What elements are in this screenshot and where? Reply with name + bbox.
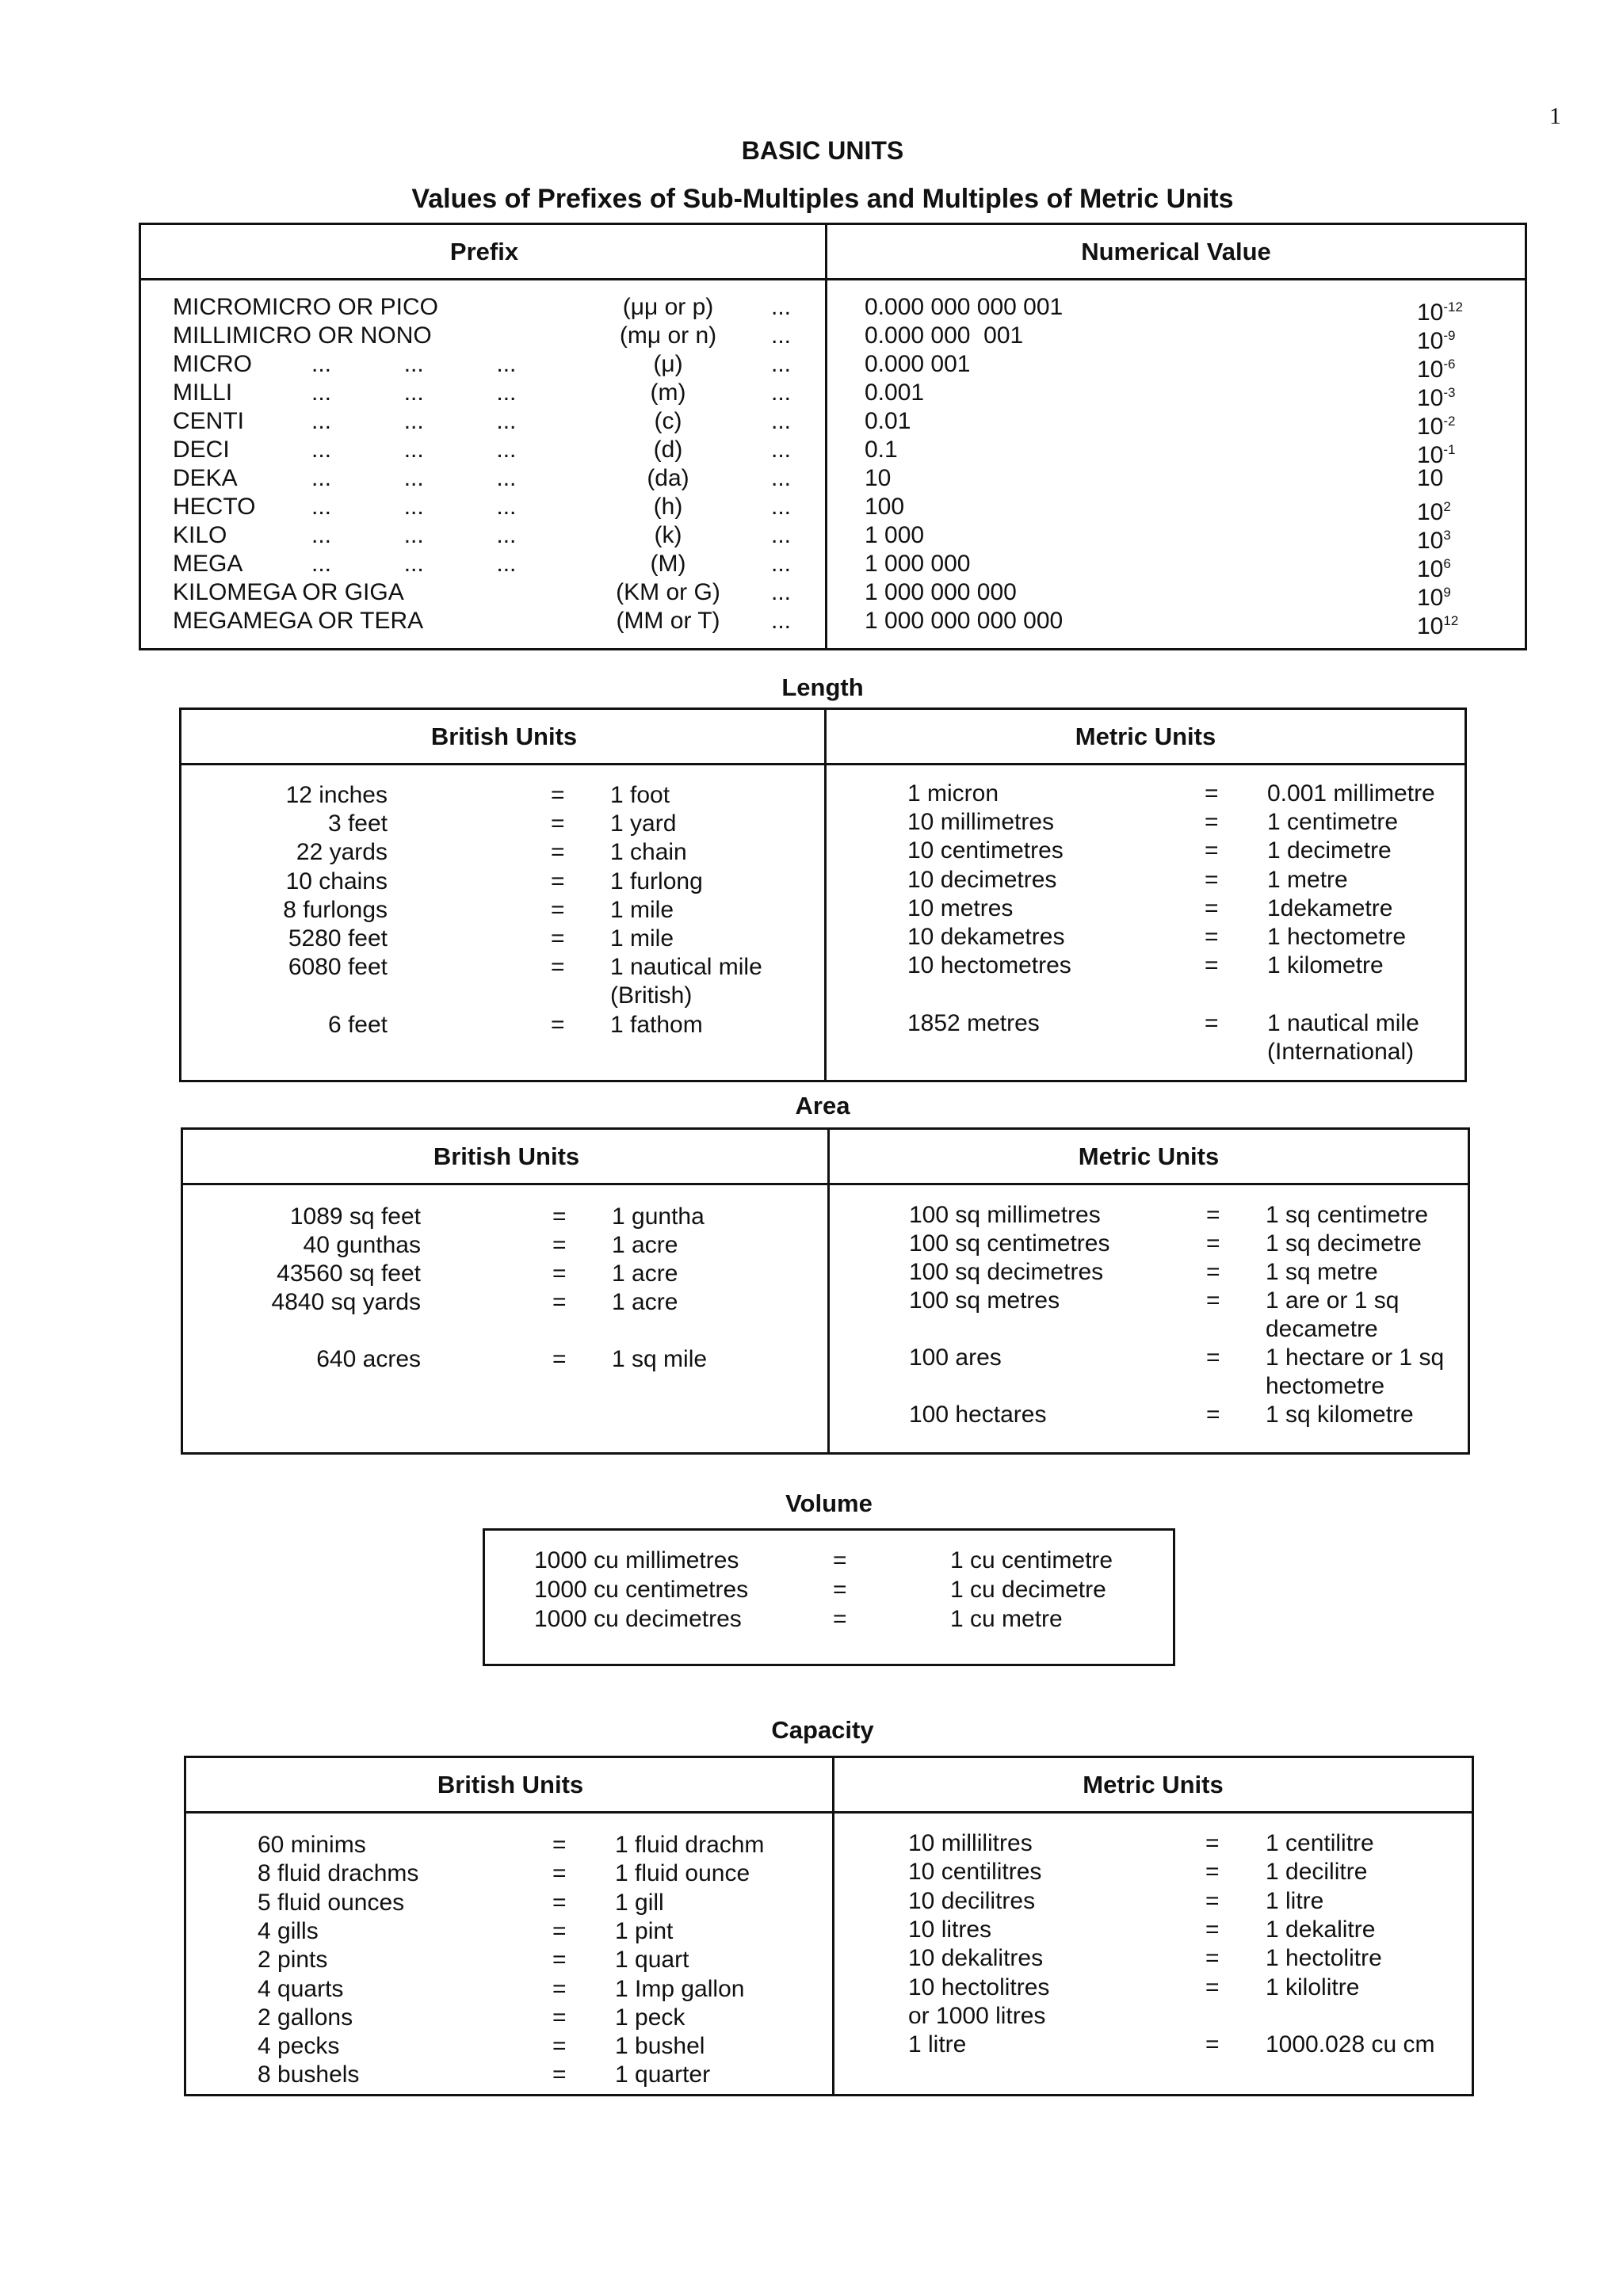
decimal-value: 0.000 000 000 001 bbox=[865, 294, 1064, 320]
unit-quantity: 100 ares bbox=[909, 1344, 1002, 1371]
unit-quantity: 4 gills bbox=[258, 1917, 319, 1944]
unit-quantity: 10 metres bbox=[907, 894, 1014, 921]
unit-quantity: 4840 sq yards bbox=[271, 1289, 421, 1315]
unit-quantity: 8 fluid drachms bbox=[258, 1860, 419, 1887]
column-divider bbox=[825, 225, 827, 648]
equals-sign: = bbox=[551, 868, 565, 894]
equals-sign: = bbox=[552, 2061, 567, 2088]
unit-quantity: 4 pecks bbox=[258, 2033, 340, 2060]
equals-sign: = bbox=[1205, 780, 1219, 807]
equals-sign: = bbox=[833, 1547, 847, 1573]
unit-quantity: or 1000 litres bbox=[908, 2002, 1046, 2029]
unit-equivalent: 1 are or 1 sq bbox=[1266, 1287, 1400, 1314]
leader-dots: ... ... ... bbox=[311, 465, 517, 491]
unit-equivalent: 1 quart bbox=[615, 1947, 689, 1974]
equals-sign: = bbox=[833, 1577, 847, 1603]
equals-sign: = bbox=[551, 1011, 565, 1038]
equals-sign: = bbox=[552, 1889, 567, 1916]
leader-dots: ... bbox=[771, 379, 792, 406]
unit-equivalent: 1 cu decimetre bbox=[950, 1577, 1106, 1603]
unit-equivalent: 1 Imp gallon bbox=[615, 1975, 745, 2002]
unit-quantity: 10 millilitres bbox=[908, 1830, 1033, 1856]
capacity-british-header: British Units bbox=[186, 1758, 834, 1814]
equals-sign: = bbox=[1205, 837, 1219, 864]
capacity-table bbox=[184, 1756, 1474, 2096]
page-title: BASIC UNITS bbox=[741, 136, 904, 165]
equals-sign: = bbox=[552, 1832, 567, 1858]
unit-equivalent: 1 cu centimetre bbox=[950, 1547, 1113, 1573]
unit-equivalent: 1 acre bbox=[612, 1261, 678, 1287]
leader-dots: ... bbox=[771, 437, 792, 463]
leader-dots: ... bbox=[771, 465, 792, 491]
decimal-value: 0.1 bbox=[865, 437, 898, 463]
unit-equivalent: 1 peck bbox=[615, 2004, 685, 2031]
prefix-name: MEGA bbox=[173, 551, 243, 577]
power-of-ten bbox=[1417, 464, 1443, 493]
decimal-value: 1 000 000 bbox=[865, 551, 971, 577]
equals-sign: = bbox=[552, 1947, 567, 1974]
unit-quantity: 10 chains bbox=[285, 868, 388, 894]
unit-quantity: 10 dekalitres bbox=[908, 1945, 1044, 1972]
area-table bbox=[181, 1127, 1470, 1455]
equals-sign: = bbox=[1205, 1887, 1220, 1914]
unit-quantity: 40 gunthas bbox=[303, 1232, 421, 1258]
unit-equivalent: 1 fluid drachm bbox=[615, 1832, 765, 1858]
unit-equivalent: 1 gill bbox=[615, 1889, 664, 1916]
prefix-symbol: (M) bbox=[650, 551, 686, 577]
power-exponent: -3 bbox=[1443, 385, 1456, 400]
equals-sign: = bbox=[552, 1917, 567, 1944]
prefix-symbol: (MM or T) bbox=[616, 608, 720, 634]
prefix-symbol: (d) bbox=[653, 437, 683, 463]
area-metric-header: Metric Units bbox=[830, 1130, 1468, 1185]
unit-quantity: 60 minims bbox=[258, 1832, 366, 1858]
prefix-symbol: (μ) bbox=[653, 351, 683, 377]
unit-quantity: 100 sq decimetres bbox=[909, 1259, 1104, 1285]
unit-quantity: 100 sq metres bbox=[909, 1287, 1060, 1314]
unit-equivalent: 1 decilitre bbox=[1266, 1859, 1368, 1886]
unit-equivalent: 1 acre bbox=[612, 1289, 678, 1315]
decimal-value: 10 bbox=[865, 465, 892, 491]
area-title: Area bbox=[795, 1092, 850, 1119]
power-base: 10 bbox=[1417, 528, 1444, 554]
unit-quantity: 100 sq millimetres bbox=[909, 1202, 1101, 1228]
unit-equivalent: 1 acre bbox=[612, 1232, 678, 1258]
prefix-header: Prefix bbox=[141, 225, 827, 280]
unit-equivalent: 1 decimetre bbox=[1267, 837, 1392, 864]
equals-sign: = bbox=[551, 925, 565, 952]
unit-quantity: 5 fluid ounces bbox=[258, 1889, 405, 1916]
prefix-name: HECTO bbox=[173, 494, 256, 520]
unit-equivalent: 1 sq mile bbox=[612, 1346, 708, 1372]
power-base: 10 bbox=[1417, 585, 1444, 611]
unit-equivalent: 1 sq metre bbox=[1266, 1259, 1378, 1285]
prefix-name: DECI bbox=[173, 437, 230, 463]
unit-quantity: 10 litres bbox=[908, 1916, 992, 1943]
length-metric-header: Metric Units bbox=[827, 710, 1465, 765]
unit-equivalent: 1 litre bbox=[1266, 1887, 1324, 1914]
leader-dots: ... bbox=[771, 408, 792, 434]
unit-quantity: 10 millimetres bbox=[907, 809, 1055, 836]
leader-dots: ... bbox=[771, 551, 792, 577]
area-british-header: British Units bbox=[183, 1130, 830, 1185]
equals-sign: = bbox=[552, 1203, 567, 1230]
capacity-title: Capacity bbox=[771, 1716, 874, 1744]
prefix-name: DEKA bbox=[173, 465, 238, 491]
unit-equivalent: (British) bbox=[610, 982, 693, 1009]
capacity-metric-header: Metric Units bbox=[834, 1758, 1472, 1814]
unit-equivalent: 1 fluid ounce bbox=[615, 1860, 750, 1887]
power-exponent: -12 bbox=[1443, 299, 1463, 315]
unit-equivalent: 1 guntha bbox=[612, 1203, 705, 1230]
unit-quantity: 10 centimetres bbox=[907, 837, 1064, 864]
unit-equivalent: 1 nautical mile bbox=[610, 954, 762, 981]
unit-equivalent: 1 sq kilometre bbox=[1266, 1402, 1414, 1428]
column-divider bbox=[827, 1130, 830, 1452]
prefix-name: CENTI bbox=[173, 408, 244, 434]
unit-equivalent: 1 dekalitre bbox=[1266, 1916, 1376, 1943]
prefix-name: MICRO bbox=[173, 351, 252, 377]
unit-equivalent: 1 sq centimetre bbox=[1266, 1202, 1429, 1228]
prefix-name: MILLIMICRO OR NONO bbox=[173, 322, 432, 349]
equals-sign: = bbox=[1205, 1009, 1219, 1036]
equals-sign: = bbox=[552, 1289, 567, 1315]
page-number: 1 bbox=[1549, 103, 1561, 129]
equals-sign: = bbox=[552, 1975, 567, 2002]
prefix-symbol: (c) bbox=[654, 408, 682, 434]
power-base: 10 bbox=[1417, 299, 1444, 326]
unit-equivalent: 1 bushel bbox=[615, 2033, 705, 2060]
prefix-name: KILOMEGA OR GIGA bbox=[173, 579, 404, 605]
leader-dots: ... ... ... bbox=[311, 494, 517, 520]
equals-sign: = bbox=[1206, 1202, 1220, 1228]
unit-quantity: 6080 feet bbox=[288, 954, 388, 981]
column-divider bbox=[832, 1758, 834, 2094]
equals-sign: = bbox=[1205, 894, 1219, 921]
page-subtitle: Values of Prefixes of Sub-Multiples and Multiples of Metric Units bbox=[411, 184, 1234, 214]
unit-equivalent: 1 sq decimetre bbox=[1266, 1230, 1422, 1257]
prefix-symbol: (da) bbox=[647, 465, 689, 491]
power-exponent: 6 bbox=[1443, 556, 1451, 571]
power-base: 10 bbox=[1417, 385, 1444, 411]
power-base: 10 bbox=[1417, 357, 1444, 383]
equals-sign: = bbox=[552, 2004, 567, 2031]
unit-equivalent: 0.001 millimetre bbox=[1267, 780, 1435, 807]
power-exponent: -2 bbox=[1443, 414, 1456, 429]
equals-sign: = bbox=[1205, 924, 1219, 950]
leader-dots: ... ... ... bbox=[311, 522, 517, 548]
decimal-value: 1 000 000 000 000 bbox=[865, 608, 1064, 634]
unit-quantity: 10 decilitres bbox=[908, 1887, 1036, 1914]
decimal-value: 100 bbox=[865, 494, 905, 520]
leader-dots: ... ... ... bbox=[311, 351, 517, 377]
unit-quantity: 1000 cu centimetres bbox=[534, 1577, 749, 1603]
unit-equivalent: 1 chain bbox=[610, 839, 687, 866]
unit-equivalent: 1 fathom bbox=[610, 1011, 703, 1038]
power-base: 10 bbox=[1417, 499, 1444, 525]
unit-quantity: 1000 cu millimetres bbox=[534, 1547, 739, 1573]
unit-equivalent: 1 yard bbox=[610, 810, 677, 837]
equals-sign: = bbox=[1205, 1945, 1220, 1972]
equals-sign: = bbox=[1205, 952, 1219, 979]
leader-dots: ... ... ... bbox=[311, 379, 517, 406]
prefix-symbol: (k) bbox=[654, 522, 682, 548]
decimal-value: 0.000 000 001 bbox=[865, 322, 1024, 349]
unit-equivalent: 1 cu metre bbox=[950, 1606, 1063, 1632]
prefix-symbol: (m) bbox=[650, 379, 686, 406]
unit-quantity: 100 hectares bbox=[909, 1402, 1047, 1428]
unit-quantity: 8 furlongs bbox=[283, 896, 388, 923]
prefix-name: MILLI bbox=[173, 379, 233, 406]
unit-quantity: 2 gallons bbox=[258, 2004, 353, 2031]
volume-title: Volume bbox=[785, 1489, 873, 1517]
power-exponent: 2 bbox=[1443, 499, 1451, 514]
prefix-symbol: (mμ or n) bbox=[619, 322, 717, 349]
prefix-name: MICROMICRO OR PICO bbox=[173, 294, 438, 320]
unit-quantity: 6 feet bbox=[327, 1011, 388, 1038]
decimal-value: 1 000 000 000 bbox=[865, 579, 1017, 605]
equals-sign: = bbox=[551, 954, 565, 981]
leader-dots: ... bbox=[771, 608, 792, 634]
unit-quantity: 8 bushels bbox=[258, 2061, 360, 2088]
unit-quantity: 10 hectometres bbox=[907, 952, 1071, 979]
equals-sign: = bbox=[833, 1606, 847, 1632]
power-base: 10 bbox=[1417, 328, 1444, 354]
length-title: Length bbox=[781, 673, 864, 701]
unit-equivalent: 1 quarter bbox=[615, 2061, 711, 2088]
equals-sign: = bbox=[551, 896, 565, 923]
column-divider bbox=[824, 710, 827, 1080]
unit-equivalent: hectometre bbox=[1266, 1373, 1385, 1399]
power-exponent: 3 bbox=[1443, 528, 1451, 543]
equals-sign: = bbox=[1205, 1974, 1220, 2000]
unit-equivalent: 1 foot bbox=[610, 782, 670, 808]
equals-sign: = bbox=[552, 1232, 567, 1258]
power-exponent: -6 bbox=[1443, 357, 1456, 372]
unit-quantity: 100 sq centimetres bbox=[909, 1230, 1110, 1257]
unit-equivalent: 1 centilitre bbox=[1266, 1830, 1374, 1856]
equals-sign: = bbox=[1205, 2031, 1220, 2058]
unit-quantity: 43560 sq feet bbox=[277, 1261, 421, 1287]
unit-quantity: 1089 sq feet bbox=[289, 1203, 421, 1230]
power-of-ten bbox=[1417, 607, 1458, 641]
leader-dots: ... ... ... bbox=[311, 551, 517, 577]
unit-quantity: 1 micron bbox=[907, 780, 999, 807]
unit-quantity: 22 yards bbox=[296, 839, 388, 866]
equals-sign: = bbox=[551, 810, 565, 837]
unit-quantity: 3 feet bbox=[327, 810, 388, 837]
leader-dots: ... bbox=[771, 322, 792, 349]
prefix-symbol: (μμ or p) bbox=[622, 294, 714, 320]
unit-equivalent: 1dekametre bbox=[1267, 894, 1393, 921]
volume-table bbox=[483, 1528, 1175, 1666]
unit-equivalent: 1 hectare or 1 sq bbox=[1266, 1344, 1445, 1371]
unit-equivalent: 1 hectometre bbox=[1267, 924, 1407, 950]
equals-sign: = bbox=[1206, 1402, 1220, 1428]
equals-sign: = bbox=[1206, 1259, 1220, 1285]
power-exponent: -1 bbox=[1443, 442, 1456, 457]
prefix-name: KILO bbox=[173, 522, 227, 548]
leader-dots: ... bbox=[771, 579, 792, 605]
unit-quantity: 1852 metres bbox=[907, 1009, 1040, 1036]
leader-dots: ... ... ... bbox=[311, 437, 517, 463]
equals-sign: = bbox=[552, 1346, 567, 1372]
unit-quantity: 1 litre bbox=[908, 2031, 967, 2058]
unit-quantity: 10 centilitres bbox=[908, 1859, 1042, 1886]
prefix-symbol: (KM or G) bbox=[616, 579, 720, 605]
unit-quantity: 12 inches bbox=[285, 782, 388, 808]
equals-sign: = bbox=[1205, 1859, 1220, 1886]
unit-equivalent: 1 kilolitre bbox=[1266, 1974, 1360, 2000]
unit-quantity: 640 acres bbox=[316, 1346, 421, 1372]
equals-sign: = bbox=[1206, 1287, 1220, 1314]
unit-quantity: 10 dekametres bbox=[907, 924, 1065, 950]
equals-sign: = bbox=[1205, 866, 1219, 893]
unit-equivalent: 1 mile bbox=[610, 925, 674, 952]
unit-equivalent: 1 metre bbox=[1267, 866, 1348, 893]
power-exponent: -9 bbox=[1443, 328, 1456, 343]
prefix-symbol: (h) bbox=[653, 494, 683, 520]
power-base: 10 bbox=[1417, 556, 1444, 582]
unit-equivalent: 1 furlong bbox=[610, 868, 703, 894]
numerical-value-header: Numerical Value bbox=[827, 225, 1525, 280]
power-exponent: 12 bbox=[1443, 613, 1459, 628]
prefix-name: MEGAMEGA OR TERA bbox=[173, 608, 424, 634]
power-exponent: 9 bbox=[1443, 585, 1451, 600]
equals-sign: = bbox=[1205, 809, 1219, 836]
unit-equivalent: 1 nautical mile bbox=[1267, 1009, 1419, 1036]
equals-sign: = bbox=[1205, 1916, 1220, 1943]
leader-dots: ... bbox=[771, 494, 792, 520]
power-base: 10 bbox=[1417, 613, 1444, 639]
leader-dots: ... bbox=[771, 522, 792, 548]
equals-sign: = bbox=[551, 839, 565, 866]
equals-sign: = bbox=[552, 1261, 567, 1287]
power-base: 10 bbox=[1417, 442, 1444, 468]
unit-equivalent: 1 pint bbox=[615, 1917, 674, 1944]
unit-quantity: 10 decimetres bbox=[907, 866, 1057, 893]
prefix-table bbox=[139, 223, 1527, 650]
equals-sign: = bbox=[551, 782, 565, 808]
unit-equivalent: decametre bbox=[1266, 1316, 1378, 1342]
leader-dots: ... ... ... bbox=[311, 408, 517, 434]
decimal-value: 0.000 001 bbox=[865, 351, 971, 377]
unit-equivalent: (International) bbox=[1267, 1038, 1415, 1065]
decimal-value: 0.001 bbox=[865, 379, 925, 406]
length-british-header: British Units bbox=[181, 710, 827, 765]
length-table bbox=[179, 707, 1467, 1082]
equals-sign: = bbox=[1206, 1344, 1220, 1371]
unit-equivalent: 1 mile bbox=[610, 896, 674, 923]
decimal-value: 1 000 bbox=[865, 522, 925, 548]
unit-equivalent: 1000.028 cu cm bbox=[1266, 2031, 1435, 2058]
unit-quantity: 2 pints bbox=[258, 1947, 328, 1974]
equals-sign: = bbox=[1206, 1230, 1220, 1257]
unit-quantity: 5280 feet bbox=[288, 925, 388, 952]
unit-quantity: 1000 cu decimetres bbox=[534, 1606, 742, 1632]
power-base: 10 bbox=[1417, 465, 1444, 491]
equals-sign: = bbox=[552, 1860, 567, 1887]
unit-quantity: 4 quarts bbox=[258, 1975, 344, 2002]
leader-dots: ... bbox=[771, 351, 792, 377]
leader-dots: ... bbox=[771, 294, 792, 320]
unit-equivalent: 1 centimetre bbox=[1267, 809, 1399, 836]
unit-equivalent: 1 hectolitre bbox=[1266, 1945, 1382, 1972]
unit-quantity: 10 hectolitres bbox=[908, 1974, 1050, 2000]
equals-sign: = bbox=[1205, 1830, 1220, 1856]
power-base: 10 bbox=[1417, 414, 1444, 440]
decimal-value: 0.01 bbox=[865, 408, 911, 434]
unit-equivalent: 1 kilometre bbox=[1267, 952, 1384, 979]
equals-sign: = bbox=[552, 2033, 567, 2060]
